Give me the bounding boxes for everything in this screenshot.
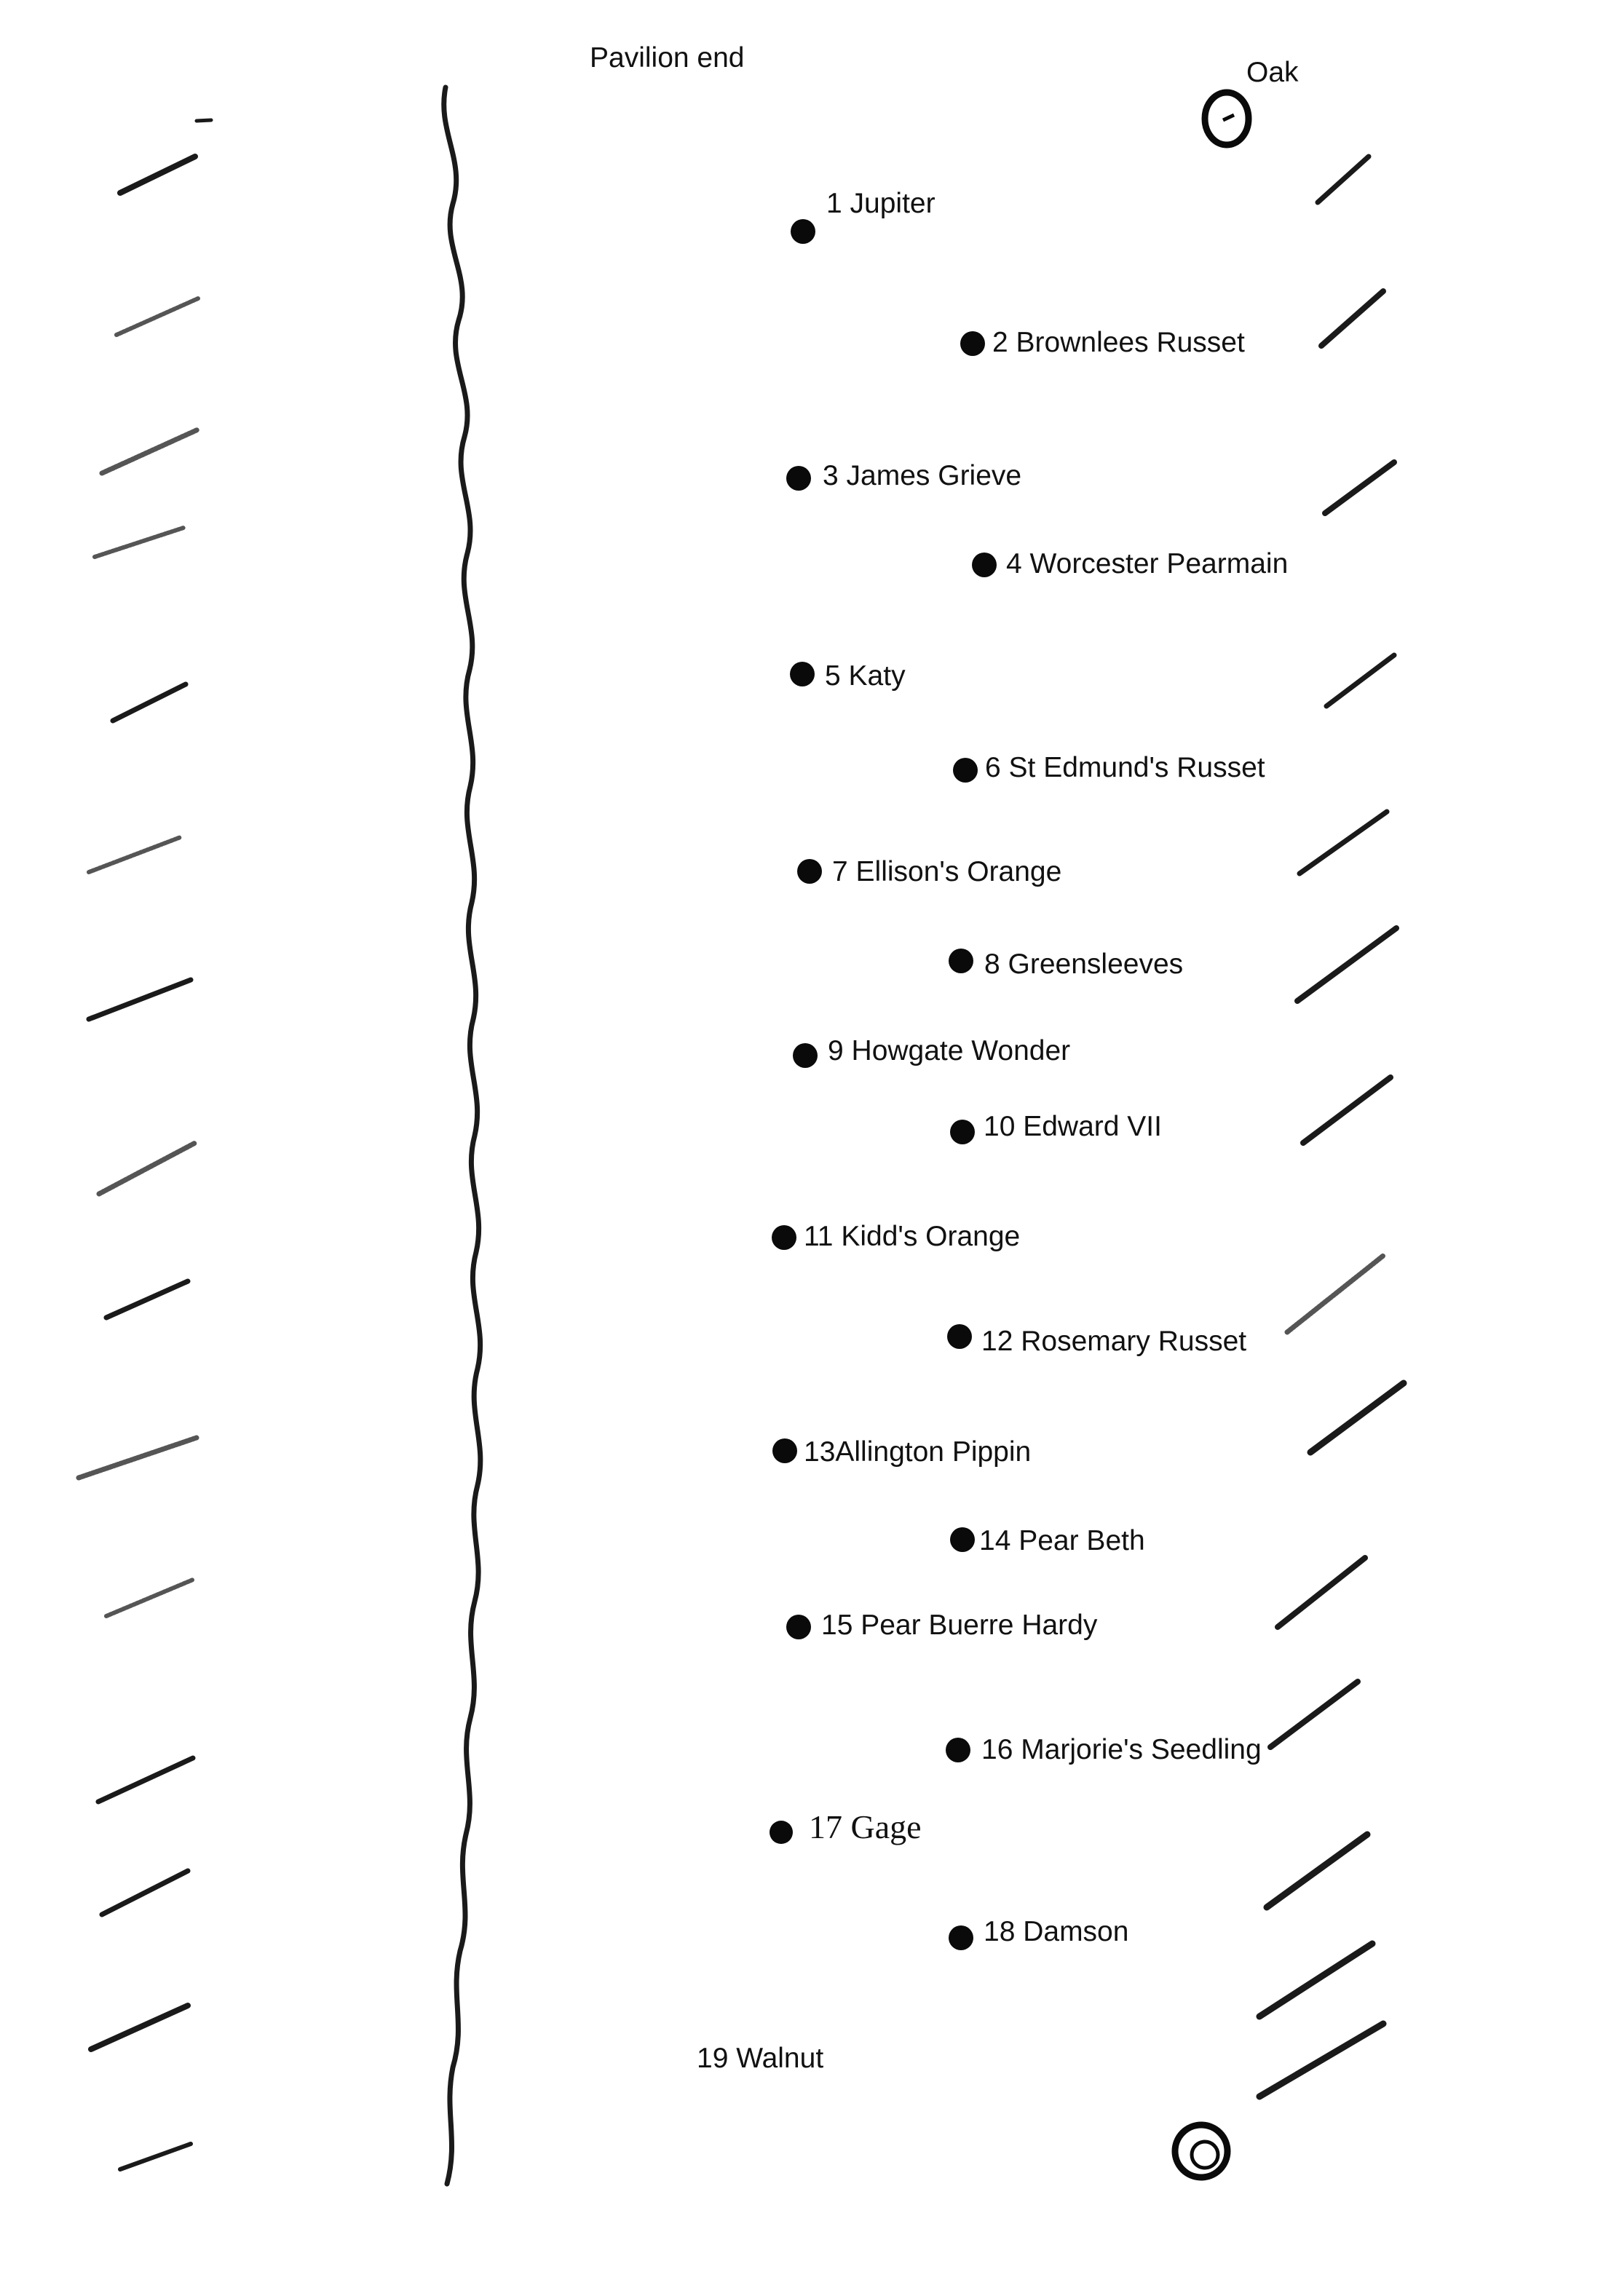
tree-marker	[960, 331, 985, 356]
tree-marker	[949, 1925, 973, 1950]
tree-marker	[947, 1324, 972, 1349]
hedge-stroke	[1303, 1077, 1391, 1143]
hedge-stroke	[1310, 1383, 1404, 1452]
tree-marker	[949, 949, 973, 973]
wavy-boundary-line	[444, 87, 480, 2184]
tree-marker	[953, 758, 978, 783]
tree-marker	[797, 859, 822, 884]
hedge-stroke	[89, 980, 191, 1019]
tree-label-19: 19 Walnut	[697, 2043, 824, 2074]
hedge-stroke	[1287, 1256, 1383, 1332]
hedge-stroke	[106, 1580, 193, 1616]
tree-label-6: 6 St Edmund's Russet	[985, 752, 1265, 783]
walnut-tree-circle	[1175, 2125, 1227, 2177]
tree-label-13: 13Allington Pippin	[804, 1436, 1032, 1468]
tree-label-2: 2 Brownlees Russet	[992, 327, 1245, 358]
hedge-stroke	[1326, 655, 1394, 706]
hedge-stroke	[102, 1871, 188, 1915]
hedge-stroke	[1270, 1682, 1358, 1747]
left-hedge	[79, 120, 211, 2169]
tree-marker	[946, 1738, 970, 1762]
tree-label-3: 3 James Grieve	[823, 460, 1022, 491]
tree-label-16: 16 Marjorie's Seedling	[981, 1734, 1262, 1765]
pavilion-end-label: Pavilion end	[590, 42, 745, 74]
tree-marker	[790, 662, 815, 686]
tree-label-7: 7 Ellison's Orange	[832, 856, 1062, 887]
tree-label-8: 8 Greensleeves	[984, 949, 1184, 980]
hedge-stroke	[95, 528, 183, 557]
hedge-stroke	[91, 2006, 188, 2049]
tree-label-9: 9 Howgate Wonder	[828, 1035, 1071, 1066]
tree-marker	[786, 466, 811, 491]
hedge-stroke	[120, 2144, 191, 2169]
hedge-stroke	[116, 298, 198, 335]
hedge-stroke	[1278, 1558, 1365, 1627]
tree-marker	[972, 553, 997, 577]
hedge-stroke	[1325, 462, 1394, 513]
tree-marker	[793, 1043, 818, 1068]
hedge-stroke	[102, 429, 198, 473]
hedge-stroke	[1297, 928, 1396, 1001]
hedge-stroke	[1318, 157, 1369, 202]
right-hedge	[1259, 157, 1404, 2097]
tree-marker	[791, 219, 815, 244]
hedge-stroke	[98, 1758, 193, 1802]
tree-label-10: 10 Edward VII	[984, 1111, 1162, 1142]
hedge-stroke	[113, 684, 186, 721]
tree-label-12: 12 Rosemary Russet	[981, 1326, 1247, 1357]
tree-label-11: 11 Kidd's Orange	[804, 1221, 1021, 1252]
tree-marker	[772, 1225, 796, 1250]
hedge-stroke	[1321, 291, 1383, 346]
tree-label-4: 4 Worcester Pearmain	[1006, 548, 1289, 579]
hedge-stroke	[99, 1143, 195, 1194]
hedge-stroke	[1259, 1944, 1372, 2016]
oak-label: Oak	[1246, 57, 1299, 88]
hedge-stroke	[120, 157, 195, 193]
oak-tree-circle	[1205, 92, 1249, 145]
tree-label-14: 14 Pear Beth	[979, 1525, 1145, 1556]
tree-label-5: 5 Katy	[825, 660, 906, 692]
tree-label-17: 17 Gage	[809, 1808, 922, 1845]
tree-marker	[770, 1821, 793, 1844]
tree-label-18: 18 Damson	[984, 1916, 1129, 1947]
tree-marker	[950, 1120, 975, 1144]
hedge-stroke	[1300, 812, 1387, 874]
tree-label-15: 15 Pear Buerre Hardy	[821, 1610, 1098, 1641]
hedge-stroke	[106, 1281, 188, 1318]
tree-label-1: 1 Jupiter	[826, 188, 935, 219]
hedge-stroke	[1267, 1834, 1367, 1907]
hedge-stroke	[79, 1438, 197, 1478]
tree-labels	[697, 188, 1288, 2074]
hedge-stroke	[1259, 2024, 1383, 2097]
tree-marker	[950, 1527, 975, 1552]
hedge-stroke	[197, 120, 211, 121]
tree-marker	[772, 1438, 797, 1463]
tree-marker	[786, 1615, 811, 1639]
hedge-stroke	[89, 837, 181, 872]
